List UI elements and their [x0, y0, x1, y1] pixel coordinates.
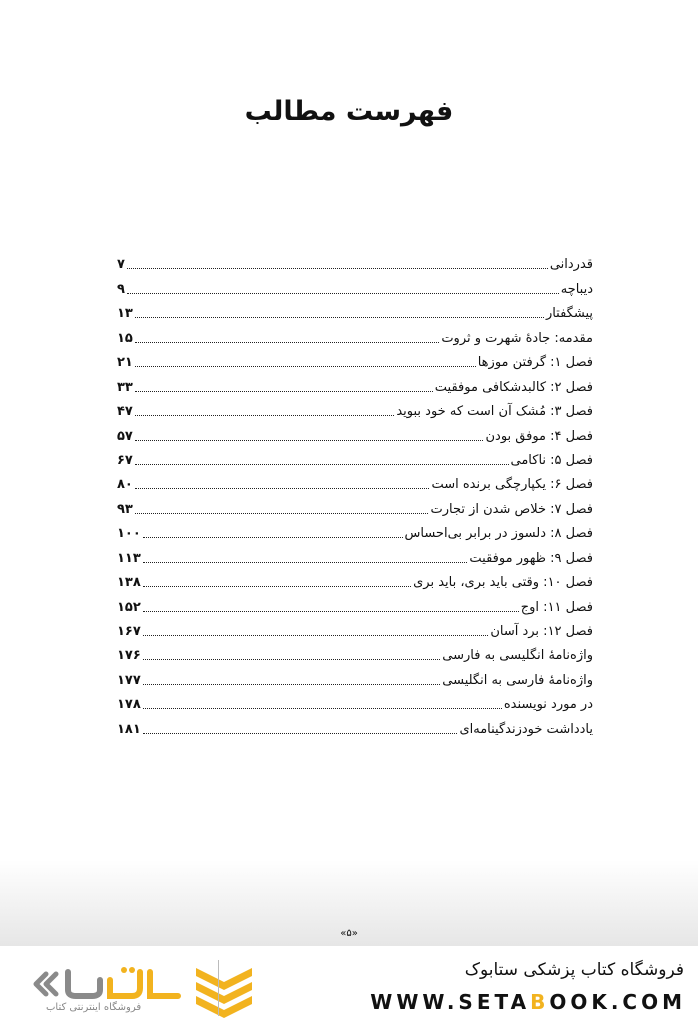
toc-entry-page: ۹ — [117, 281, 125, 297]
toc-entry[interactable] — [117, 446, 593, 470]
toc-entry[interactable] — [117, 592, 593, 616]
toc-entry-page: ۱۱۳ — [117, 550, 141, 566]
store-url-link[interactable] — [370, 990, 686, 1014]
store-logo — [28, 960, 278, 1020]
toc-leader-dots — [135, 317, 544, 318]
toc-entry[interactable] — [117, 348, 593, 372]
toc-entry-label: پیشگفتار — [545, 306, 593, 322]
toc-entry[interactable] — [117, 714, 593, 738]
toc-leader-dots — [143, 733, 458, 734]
toc-entry-label: فصل ۱: گرفتن موزها — [477, 355, 593, 371]
toc-leader-dots — [143, 537, 403, 538]
toc-leader-dots — [143, 684, 440, 685]
toc-entry[interactable] — [117, 470, 593, 494]
url-accent-letter: B — [530, 990, 550, 1014]
toc-leader-dots — [143, 611, 519, 612]
toc-entry-page: ۱۵ — [117, 330, 133, 346]
toc-leader-dots — [127, 268, 548, 269]
toc-entry[interactable] — [117, 665, 593, 689]
toc-entry-label: واژه‌نامهٔ انگلیسی به فارسی — [442, 648, 593, 664]
toc-entry-label: فصل ۵: ناکامی — [510, 452, 593, 468]
toc-entry-label: دیباچه — [560, 281, 593, 297]
toc-leader-dots — [143, 659, 440, 660]
toc-leader-dots — [143, 635, 489, 636]
toc-entry-page: ۱۷۶ — [117, 648, 141, 664]
toc-entry-label: فصل ۸: دلسوز در برابر بی‌احساس — [404, 526, 593, 542]
toc-entry[interactable] — [117, 543, 593, 567]
toc-entry-page: ۱۷۸ — [117, 697, 141, 713]
table-of-contents — [117, 250, 593, 739]
toc-entry-page: ۱۳ — [117, 306, 133, 322]
toc-leader-dots — [135, 366, 476, 367]
toc-entry-page: ۱۸۱ — [117, 721, 141, 737]
toc-entry-label: واژه‌نامهٔ فارسی به انگلیسی — [442, 672, 593, 688]
toc-leader-dots — [135, 513, 429, 514]
toc-entry[interactable] — [117, 299, 593, 323]
toc-entry-label: فصل ۱۲: برد آسان — [490, 624, 593, 639]
toc-entry[interactable] — [117, 397, 593, 421]
toc-entry-label: فصل ۹: ظهور موفقیت — [469, 550, 593, 566]
toc-entry[interactable] — [117, 641, 593, 665]
toc-entry-label: فصل ۱۱: اوج — [520, 599, 593, 615]
toc-leader-dots — [135, 342, 439, 343]
toc-leader-dots — [135, 464, 509, 465]
toc-entry-label: فصل ۷: خلاص شدن از تجارت — [430, 501, 593, 517]
toc-entry-page: ۶۷ — [117, 452, 133, 468]
page-title: فهرست مطالب — [244, 96, 454, 127]
url-part-1: WWW.SETA — [370, 990, 531, 1014]
toc-entry[interactable] — [117, 250, 593, 274]
toc-leader-dots — [135, 391, 433, 392]
toc-entry-label: فصل ۶: یکپارچگی برنده است — [431, 477, 593, 493]
toc-entry-page: ۲۱ — [117, 355, 133, 371]
toc-entry-page: ۷ — [117, 257, 125, 273]
toc-entry-page: ۹۳ — [117, 501, 133, 517]
toc-entry-label: فصل ۳: مُشک آن است که خود ببوید — [396, 404, 593, 420]
toc-leader-dots — [143, 562, 468, 563]
logo-tagline: فروشگاه اینترنتی کتاب — [46, 1002, 142, 1013]
toc-entry-label: فصل ۱۰: وقتی باید بری، باید بری — [413, 575, 593, 591]
toc-leader-dots — [127, 293, 559, 294]
toc-entry[interactable] — [117, 274, 593, 298]
toc-entry-page: ۴۷ — [117, 404, 133, 420]
toc-entry-page: ۱۷۷ — [117, 672, 141, 688]
logo-divider — [218, 960, 219, 1016]
page-number: «۵» — [340, 928, 358, 939]
toc-entry-page: ۸۰ — [117, 477, 133, 493]
toc-entry[interactable] — [117, 494, 593, 518]
toc-entry[interactable] — [117, 421, 593, 445]
toc-leader-dots — [135, 415, 394, 416]
toc-entry-label: مقدمه: جادهٔ شهرت و ثروت — [441, 330, 593, 346]
url-part-2: OOK.COM — [549, 990, 686, 1014]
toc-leader-dots — [135, 488, 430, 489]
toc-entry-page: ۳۳ — [117, 379, 133, 395]
store-name: فروشگاه کتاب پزشکی ستابوک — [464, 960, 684, 980]
toc-entry[interactable] — [117, 568, 593, 592]
toc-entry[interactable] — [117, 690, 593, 714]
toc-entry-page: ۱۶۷ — [117, 624, 141, 639]
toc-entry-label: در مورد نویسنده — [503, 697, 593, 713]
toc-entry[interactable] — [117, 519, 593, 543]
toc-entry-page: ۱۳۸ — [117, 575, 141, 591]
toc-entry-label: قدردانی — [549, 257, 593, 273]
toc-entry[interactable] — [117, 617, 593, 641]
toc-entry[interactable] — [117, 372, 593, 396]
toc-leader-dots — [135, 440, 484, 441]
toc-entry-page: ۱۰۰ — [117, 526, 141, 542]
toc-entry-label: یادداشت خودزندگینامه‌ای — [459, 721, 593, 737]
toc-entry-label: فصل ۲: کالبدشکافی موفقیت — [434, 379, 593, 395]
toc-leader-dots — [143, 586, 411, 587]
toc-entry-page: ۱۵۲ — [117, 599, 141, 615]
toc-leader-dots — [143, 708, 502, 709]
toc-entry-label: فصل ۴: موفق بودن — [485, 428, 593, 444]
toc-entry-page: ۵۷ — [117, 428, 133, 444]
toc-entry[interactable] — [117, 323, 593, 347]
